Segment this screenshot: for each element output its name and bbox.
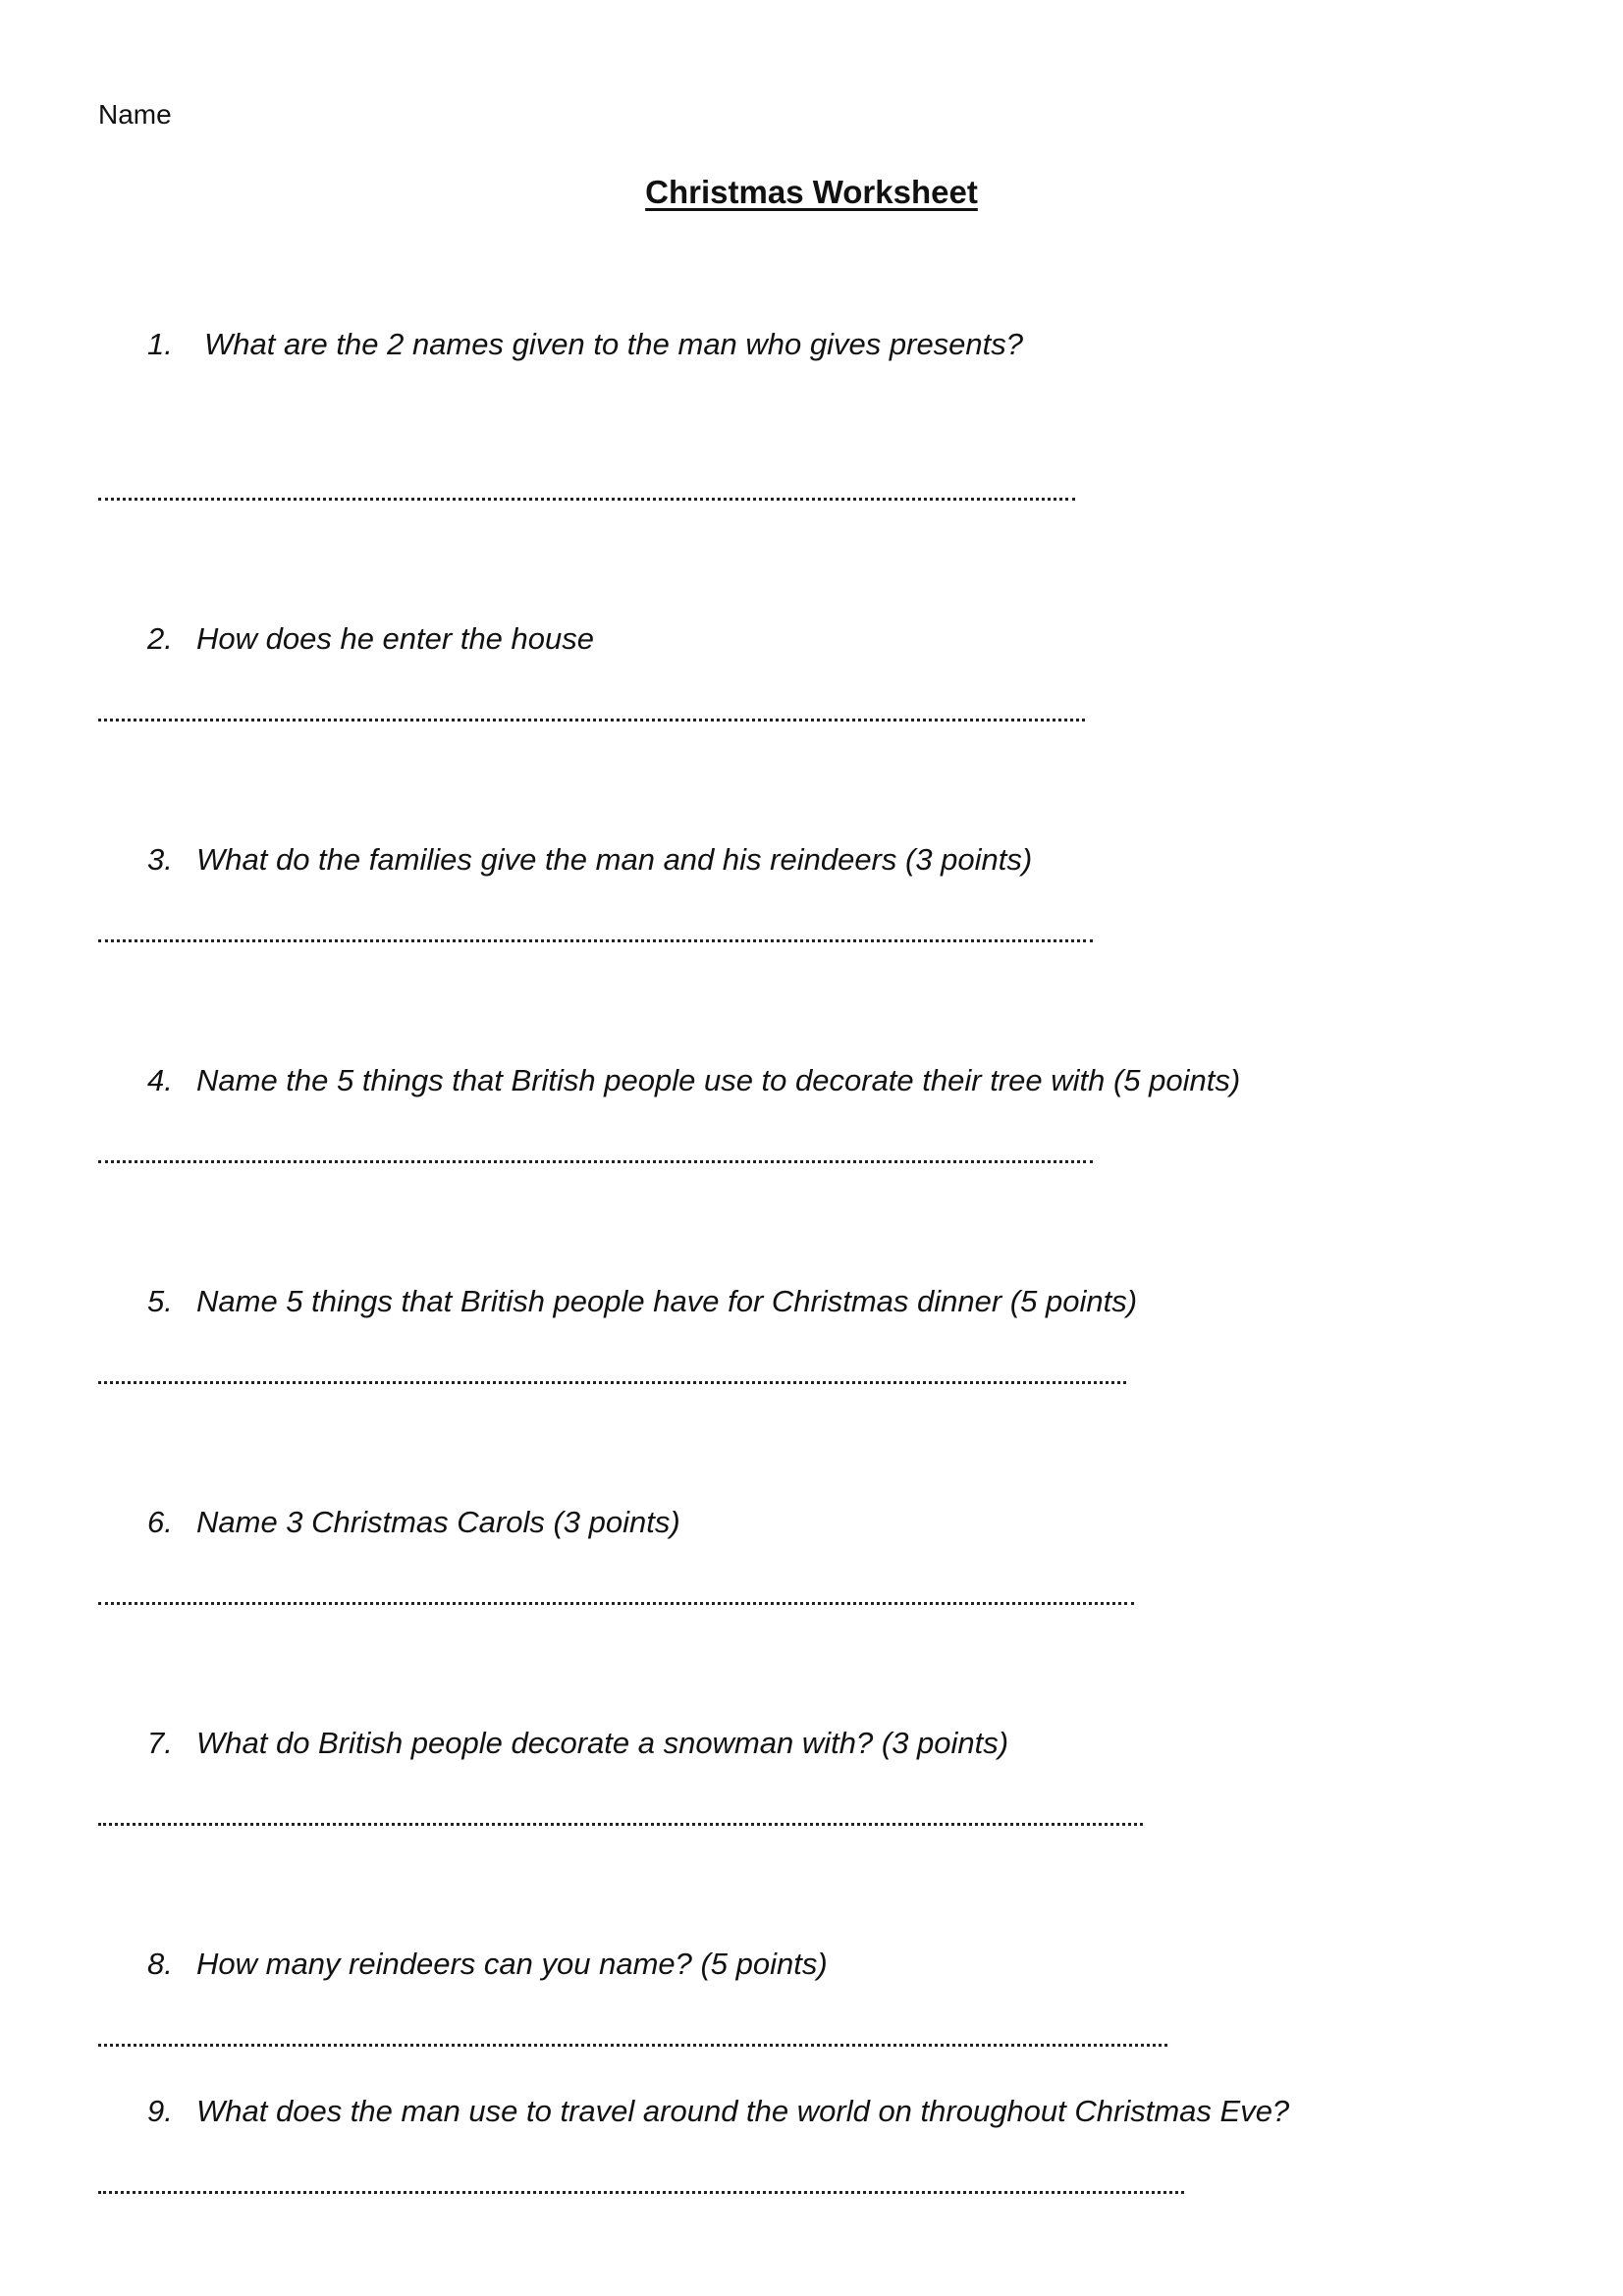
question-text: How many reindeers can you name? (5 points)	[196, 1947, 828, 1981]
question-1	[147, 326, 1023, 363]
question-7	[147, 1725, 1008, 1762]
question-number: 9.	[147, 2094, 173, 2128]
question-number: 2.	[147, 621, 173, 656]
answer-line-2[interactable]	[98, 709, 1085, 721]
question-number: 6.	[147, 1505, 173, 1539]
question-5	[147, 1283, 1137, 1320]
question-number: 1.	[147, 327, 173, 361]
question-number: 3.	[147, 842, 173, 877]
question-text: Name the 5 things that British people use to decorate their tree with (5 points)	[196, 1063, 1241, 1097]
question-text: What does the man use to travel around the world on throughout Christmas Eve?	[196, 2094, 1290, 2128]
answer-line-4[interactable]	[98, 1150, 1093, 1163]
answer-line-7[interactable]	[98, 1813, 1143, 1826]
question-text: Name 3 Christmas Carols (3 points)	[196, 1505, 680, 1539]
question-3	[147, 841, 1032, 879]
answer-line-5[interactable]	[98, 1371, 1126, 1384]
question-text: How does he enter the house	[196, 621, 594, 656]
answer-line-8[interactable]	[98, 2034, 1167, 2047]
page-title: Christmas Worksheet	[645, 174, 978, 210]
answer-line-6[interactable]	[98, 1592, 1134, 1605]
question-text: What do the families give the man and his reindeers (3 points)	[196, 842, 1033, 877]
question-number: 8.	[147, 1947, 173, 1981]
question-number: 5.	[147, 1284, 173, 1318]
question-2	[147, 620, 594, 658]
question-number: 7.	[147, 1726, 173, 1760]
answer-line-3[interactable]	[98, 930, 1093, 942]
question-9	[147, 2093, 1289, 2130]
question-text: What do British people decorate a snowman with? (3 points)	[196, 1726, 1009, 1760]
answer-line-9[interactable]	[98, 2181, 1184, 2194]
question-8	[147, 1946, 828, 1983]
question-number: 4.	[147, 1063, 173, 1097]
answer-line-1[interactable]	[98, 488, 1075, 501]
question-text: Name 5 things that British people have for Christmas dinner (5 points)	[196, 1284, 1138, 1318]
question-4	[147, 1062, 1240, 1099]
question-text: What are the 2 names given to the man who gives presents?	[204, 327, 1024, 361]
name-label: Name	[98, 99, 172, 130]
question-6	[147, 1504, 680, 1541]
